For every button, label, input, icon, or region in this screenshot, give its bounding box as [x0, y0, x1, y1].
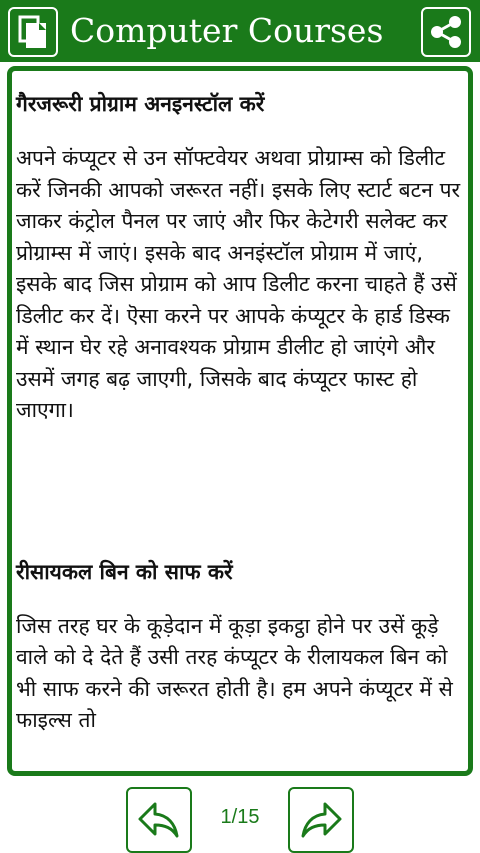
app-title: Computer Courses	[70, 11, 384, 50]
next-button[interactable]	[288, 787, 354, 853]
section-body-uninstall: अपने कंप्यूटर से उन सॉफ्टवेयर अथवा प्रोग्राम्स को डिलीट करें जिनकी आपको जरूरत नहीं। इसके लिए स्टार्ट बटन पर जाकर कंट्रोल पैनल पर जाएं और फिर केटेगरी सलेक्ट कर प्रोग्राम्स में जाएं। इसके बाद अनइंस्टॉल प्रोग्राम में जाएं, इसके बाद जिस प्रोग्राम को आप डिलीट करना चाहते हैं उसें डिलीट कर दें। ऎसा करने पर आपके कंप्यूटर के हार्ड डिस्क में स्थान घेर रहे अनावश्यक प्रोग्राम डीलीट हो जाएंगे और उसमें जगह बढ़ जाएगी, जिसके बाद कंप्यूटर फास्ट हो जाएगा।	[16, 146, 461, 422]
page-counter: 1/15	[220, 806, 260, 828]
redo-arrow-icon	[299, 800, 343, 840]
top-app-bar	[0, 0, 480, 62]
content-scroll[interactable]	[12, 71, 468, 737]
copy-button[interactable]	[8, 7, 58, 57]
share-button[interactable]	[421, 7, 471, 57]
undo-arrow-icon	[137, 800, 181, 840]
previous-button[interactable]	[126, 787, 192, 853]
section-body-recycle-bin: जिस तरह घर के कूड़ेदान में कूड़ा इकट्ठा होने पर उसें कूड़े वाले को दे देते हैं उसी तरह कंप्यूटर के रीलायकल बिन को भी साफ करने की जरूरत होती है। हम अपने कंप्यूटर में से फाइल्स तो	[16, 613, 453, 732]
section-heading-recycle-bin: रीसायकल बिन को साफ करें	[16, 559, 233, 584]
bottom-navigation	[0, 778, 480, 853]
share-icon	[428, 14, 464, 50]
section-heading-uninstall: गैरजरूरी प्रोग्राम अनइनस्टॉल करें	[16, 92, 265, 116]
copy-icon	[17, 14, 49, 50]
content-panel[interactable]	[7, 66, 473, 776]
